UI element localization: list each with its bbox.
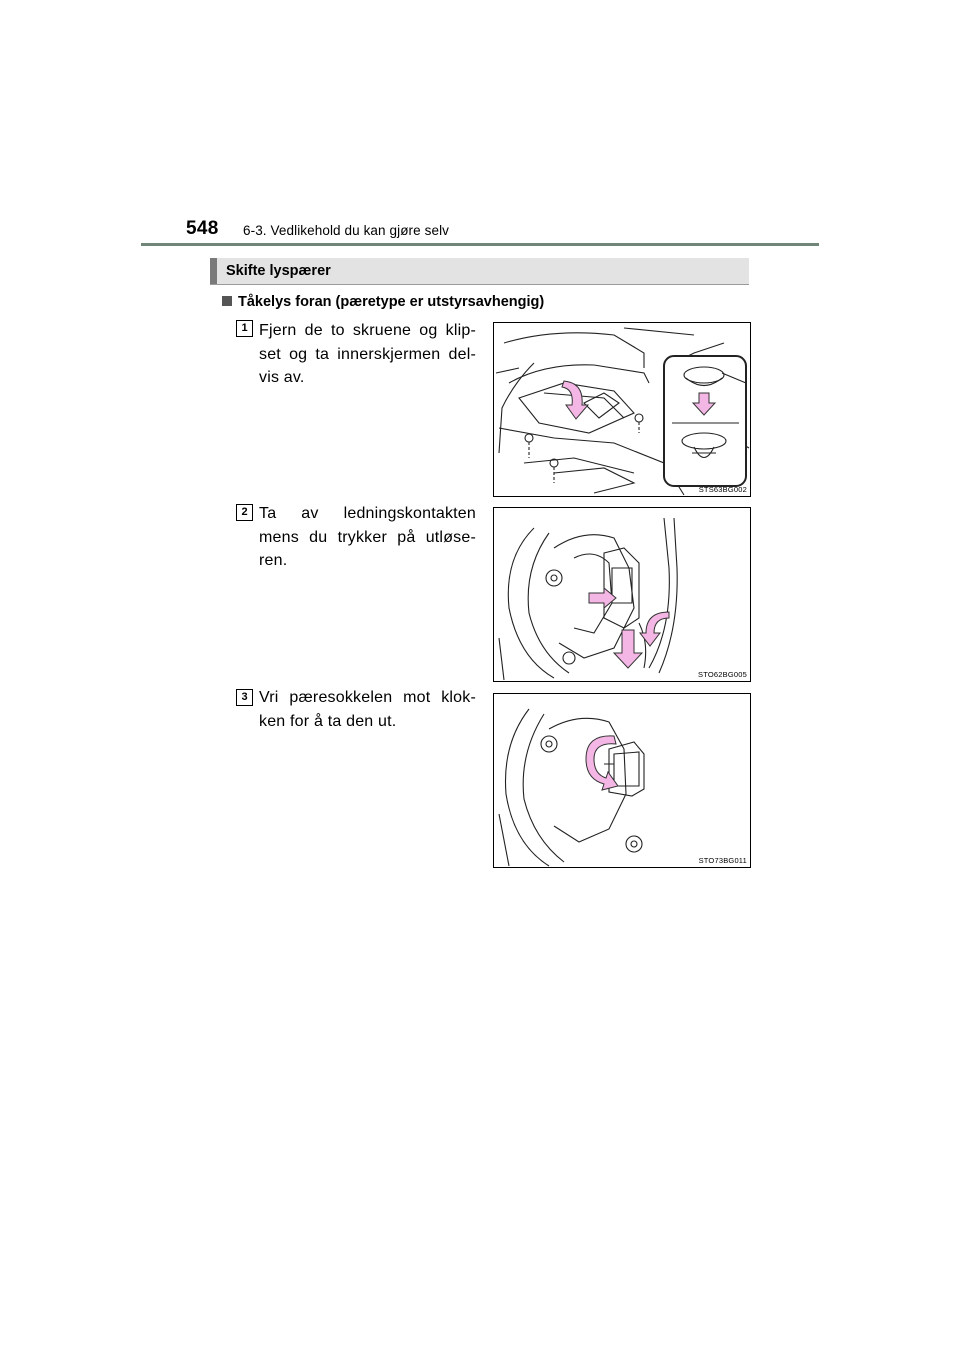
header-divider — [141, 243, 819, 246]
figure-remove-screws-clips — [493, 322, 751, 497]
page-number: 548 — [186, 218, 219, 239]
figure-remove-bulb-base — [493, 693, 751, 868]
subsection-underline — [210, 284, 749, 285]
bullet-square-icon — [222, 296, 232, 306]
bulb-base-rotate-illustration — [494, 694, 750, 867]
step-text-3: Vri pæresokkelen mot klok-ken for å ta den ut. — [259, 689, 476, 730]
step-text-2: Ta av ledningskontakten mens du trykker på utløse-ren. — [259, 505, 476, 569]
figure-disconnect-connector — [493, 507, 751, 682]
fog-light-screws-illustration — [494, 323, 750, 496]
step-number-2: 2 — [236, 504, 253, 521]
figure-code-2: STO62BG005 — [698, 670, 747, 679]
bullet-heading — [222, 294, 544, 310]
bullet-heading-text: Tåkelys foran (pæretype er utstyrsavhengig) — [238, 294, 545, 310]
step-number-3: 3 — [236, 689, 253, 706]
subsection-bar — [210, 258, 749, 284]
figure-code-1: STS63BG002 — [698, 485, 747, 494]
subsection-title: Skifte lyspærer — [226, 263, 331, 279]
step-text-1: Fjern de to skruene og klip-set og ta innerskjermen del-vis av. — [259, 322, 476, 386]
figure-code-3: STO73BG011 — [698, 856, 747, 865]
section-header: 6-3. Vedlikehold du kan gjøre selv — [243, 223, 450, 238]
step-number-1: 1 — [236, 320, 253, 337]
connector-release-illustration — [494, 508, 750, 681]
subsection-accent — [210, 258, 217, 284]
